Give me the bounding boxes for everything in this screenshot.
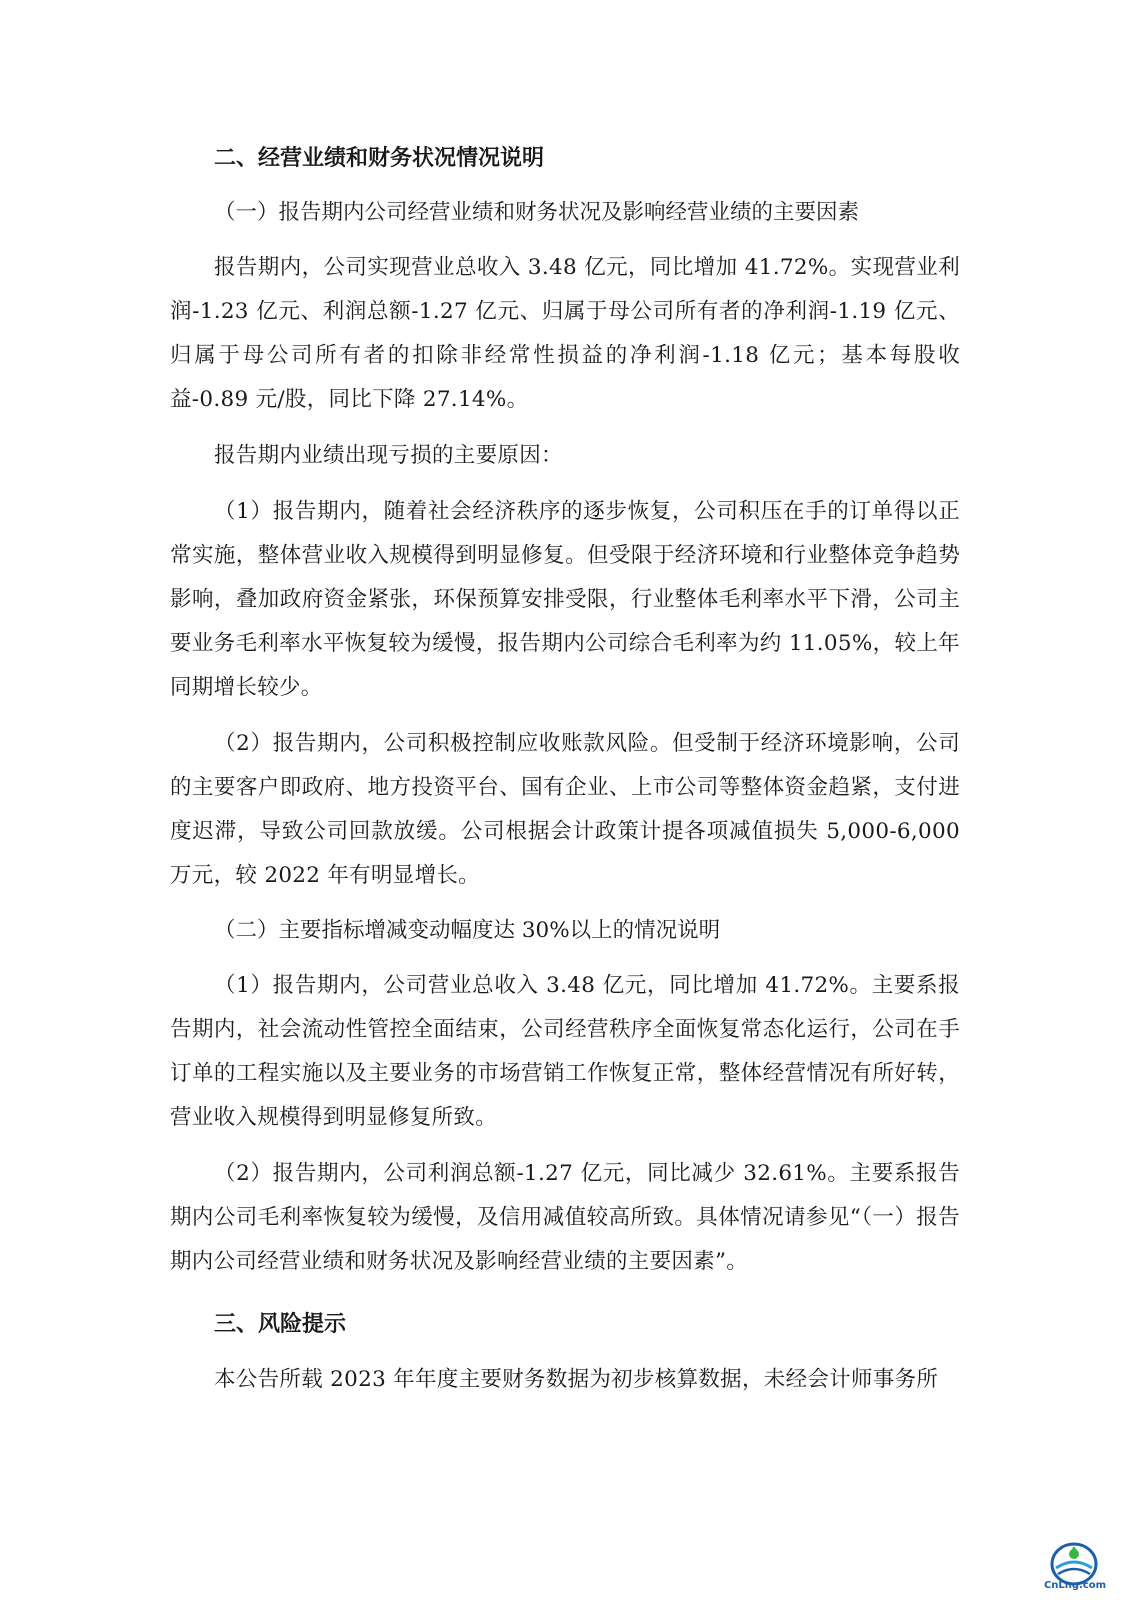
watermark-text: CnLng.com	[1043, 1580, 1107, 1591]
paragraph-loss-reason-2: （2）报告期内，公司积极控制应收账款风险。但受制于经济环境影响，公司的主要客户即政府、地方投资平台、国有企业、上市公司等整体资金趋紧，支付进度迟滞，导致公司回款放缓。公司根据会计政策计提各项减值损失 5,000-6,000 万元，较 2022 年有明显增长。	[170, 731, 960, 888]
subsection-2-heading: （二）主要指标增减变动幅度达 30%以上的情况说明	[214, 918, 721, 943]
paragraph-loss-reason-1: （1）报告期内，随着社会经济秩序的逐步恢复，公司积压在手的订单得以正常实施，整体营业收入规模得到明显修复。但受限于经济环境和行业整体竞争趋势影响，叠加政府资金紧张，环保预算安排受限，行业整体毛利率水平下滑，公司主要业务毛利率水平恢复较为缓慢，报告期内公司综合毛利率为约 11.05%，较上年同期增长较少。	[170, 499, 960, 700]
paragraph-change-1: （1）报告期内，公司营业总收入 3.48 亿元，同比增加 41.72%。主要系报告期内，社会流动性管控全面结束，公司经营秩序全面恢复常态化运行，公司在手订单的工程实施以及主要业务的市场营销工作恢复正常，整体经营情况有所好转，营业收入规模得到明显修复所致。	[170, 973, 960, 1130]
paragraph-risk-notice: 本公告所载 2023 年年度主要财务数据为初步核算数据，未经会计师事务所	[214, 1367, 939, 1392]
paragraph-change-2: （2）报告期内，公司利润总额-1.27 亿元，同比减少 32.61%。主要系报告期内公司毛利率恢复较为缓慢，及信用减值较高所致。具体情况请参见“（一）报告期内公司经营业绩和财务状况及影响经营业绩的主要因素”。	[170, 1161, 960, 1274]
paragraph-loss-reasons-intro: 报告期内业绩出现亏损的主要原因：	[214, 443, 563, 468]
subsection-1-heading: （一）报告期内公司经营业绩和财务状况及影响经营业绩的主要因素	[214, 200, 860, 225]
section-2-heading: 二、经营业绩和财务状况情况说明	[214, 146, 545, 171]
section-3-heading: 三、风险提示	[214, 1312, 347, 1337]
document-page	[170, 138, 960, 1414]
paragraph-performance-summary: 报告期内，公司实现营业总收入 3.48 亿元，同比增加 41.72%。实现营业利润-1.23 亿元、利润总额-1.27 亿元、归属于母公司所有者的净利润-1.19 亿元、归属于母公司所有者的扣除非经常性损益的净利润-1.18 亿元；基本每股收益-0.89 元/股，同比下降 27.14%。	[170, 255, 960, 412]
